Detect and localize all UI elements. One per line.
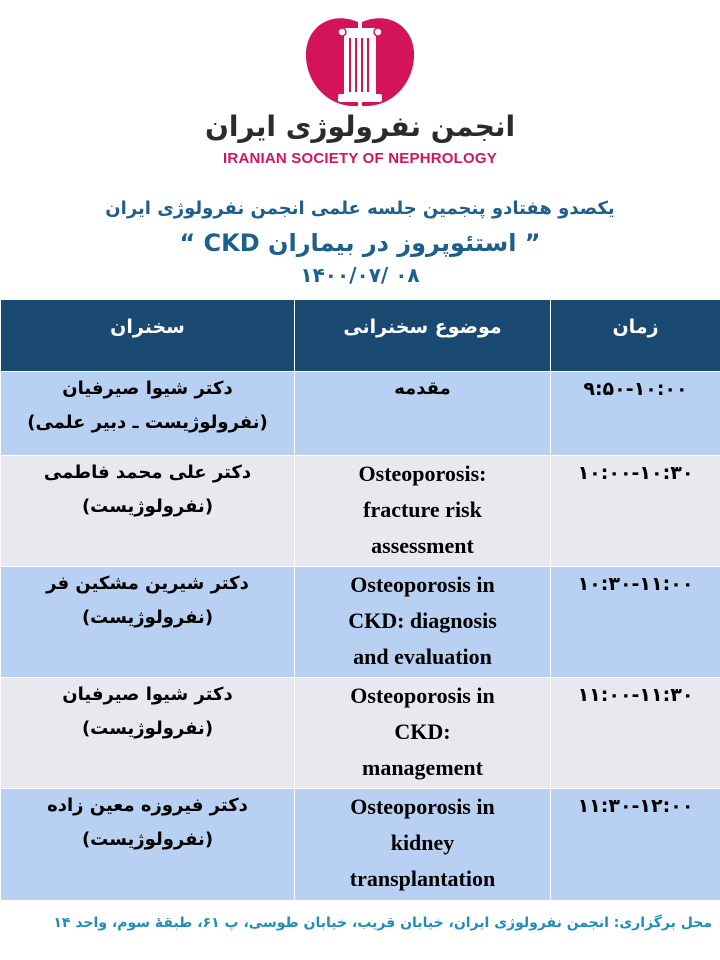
topic-line: Osteoporosis: — [358, 461, 487, 486]
topic-cell — [295, 567, 551, 678]
speaker-cell — [1, 372, 295, 456]
speaker-cell — [1, 567, 295, 678]
table-row — [1, 789, 720, 901]
session-line: یکصدو هفتادو پنجمین جلسه علمی انجمن نفرولوژی ایران — [105, 198, 615, 219]
speaker-role: (نفرولوژیست) — [81, 718, 214, 739]
topic-cell — [295, 678, 551, 789]
speaker-name: دکتر شیرین مشکین فر — [46, 573, 249, 594]
topic-line: transplantation — [349, 866, 496, 891]
speaker-role: (نفرولوژیست) — [81, 607, 214, 628]
time-cell: ۹:۵۰-۱۰:۰۰ — [551, 372, 720, 456]
header-speaker: سخنران — [1, 300, 295, 372]
program-table — [0, 299, 720, 901]
speaker-role: (نفرولوژیست) — [81, 829, 214, 850]
table-header-row — [1, 300, 720, 372]
topic-line: Osteoporosis in — [350, 794, 495, 819]
session-title: ” استئوپروز در بیماران CKD “ — [179, 229, 541, 257]
topic-cell — [295, 372, 551, 456]
time-cell: ۱۱:۰۰-۱۱:۳۰ — [551, 678, 720, 789]
table-row — [1, 678, 720, 789]
society-name-persian: انجمن نفرولوژی ایران — [204, 110, 516, 143]
topic-line: مقدمه — [394, 378, 451, 399]
speaker-cell — [1, 456, 295, 567]
speaker-cell — [1, 789, 295, 901]
table-row — [1, 567, 720, 678]
topic-line: and evaluation — [353, 644, 492, 669]
topic-line: Osteoporosis in — [350, 572, 495, 597]
time-cell: ۱۱:۳۰-۱۲:۰۰ — [551, 789, 720, 901]
topic-cell — [295, 789, 551, 901]
society-name-english: IRANIAN SOCIETY OF NEPHROLOGY — [223, 150, 497, 167]
topic-line: Osteoporosis in — [350, 683, 495, 708]
table-row — [1, 372, 720, 456]
speaker-role: (نفرولوژیست ـ دبیر علمی) — [27, 412, 268, 433]
topic-line: kidney — [390, 830, 455, 855]
speaker-name: دکتر علی محمد فاطمی — [43, 462, 252, 483]
venue-footer: محل برگزاری: انجمن نفرولوژی ایران، خیابان قریب، خیابان طوسی، پ ۶۱، طبقهٔ سوم، واحد ۱۴ — [53, 915, 712, 931]
speaker-name: دکتر فیروزه معین زاده — [47, 795, 248, 816]
topic-cell — [295, 456, 551, 567]
header-time: زمان — [551, 300, 720, 372]
topic-line: assessment — [371, 533, 474, 558]
table-row — [1, 456, 720, 567]
society-logo — [0, 0, 720, 180]
session-date: ۱۴۰۰/۰۷/ ۰۸ — [300, 263, 420, 287]
topic-line: fracture risk — [363, 497, 482, 522]
time-cell: ۱۰:۳۰-۱۱:۰۰ — [551, 567, 720, 678]
topic-line: management — [362, 755, 483, 780]
time-cell: ۱۰:۰۰-۱۰:۳۰ — [551, 456, 720, 567]
speaker-name: دکتر شیوا صیرفیان — [62, 684, 233, 705]
speaker-name: دکتر شیوا صیرفیان — [62, 378, 233, 399]
topic-line: CKD: — [394, 719, 451, 744]
topic-line: CKD: diagnosis — [348, 608, 497, 633]
kidney-column-logo-icon — [300, 14, 420, 114]
header-topic: موضوع سخنرانی — [295, 300, 551, 372]
speaker-role: (نفرولوژیست) — [81, 496, 214, 517]
speaker-cell — [1, 678, 295, 789]
